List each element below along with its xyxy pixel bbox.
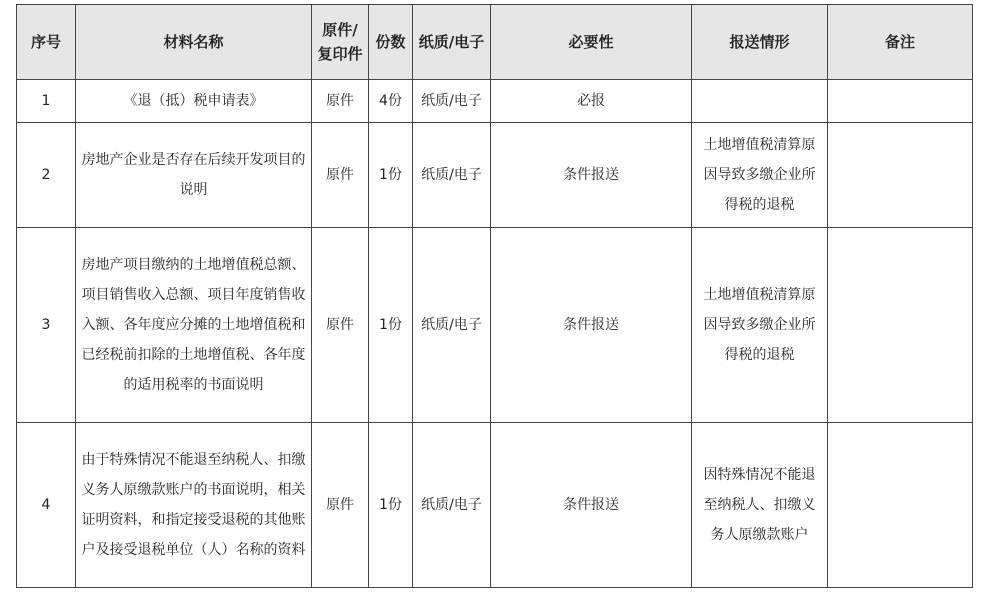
cell-format: 纸质/电子 [413,123,491,228]
cell-type: 原件 [312,123,369,228]
table-row [17,123,973,228]
cell-type: 原件 [312,228,369,423]
cell-seq: 4 [17,423,76,588]
cell-situation: 土地增值税清算原因导致多缴企业所得税的退税 [692,228,828,423]
header-type: 原件/复印件 [312,5,369,80]
cell-copies: 1份 [369,423,413,588]
header-necessity: 必要性 [491,5,692,80]
table-row [17,80,973,123]
cell-name: 房地产企业是否存在后续开发项目的说明 [76,123,312,228]
header-format: 纸质/电子 [413,5,491,80]
cell-name: 《退（抵）税申请表》 [76,80,312,123]
cell-name: 房地产项目缴纳的土地增值税总额、项目销售收入总额、项目年度销售收入额、各年度应分摊的土地增值税和已经税前扣除的土地增值税、各年度的适用税率的书面说明 [76,228,312,423]
materials-table-container [16,4,972,588]
header-remark: 备注 [828,5,973,80]
cell-situation [692,80,828,123]
cell-type: 原件 [312,423,369,588]
table-row [17,228,973,423]
cell-format: 纸质/电子 [413,423,491,588]
cell-type: 原件 [312,80,369,123]
materials-table [16,4,973,588]
cell-format: 纸质/电子 [413,228,491,423]
cell-name: 由于特殊情况不能退至纳税人、扣缴义务人原缴款账户的书面说明，相关证明资料，和指定接受退税的其他账户及接受退税单位（人）名称的资料 [76,423,312,588]
cell-situation: 土地增值税清算原因导致多缴企业所得税的退税 [692,123,828,228]
cell-seq: 1 [17,80,76,123]
header-copies: 份数 [369,5,413,80]
header-situation: 报送情形 [692,5,828,80]
cell-remark [828,80,973,123]
cell-remark [828,123,973,228]
cell-format: 纸质/电子 [413,80,491,123]
cell-necessity: 条件报送 [491,228,692,423]
cell-copies: 1份 [369,123,413,228]
cell-necessity: 条件报送 [491,423,692,588]
cell-copies: 4份 [369,80,413,123]
header-name: 材料名称 [76,5,312,80]
table-row [17,423,973,588]
cell-necessity: 必报 [491,80,692,123]
cell-remark [828,423,973,588]
cell-necessity: 条件报送 [491,123,692,228]
cell-seq: 3 [17,228,76,423]
cell-seq: 2 [17,123,76,228]
table-header-row [17,5,973,80]
header-seq: 序号 [17,5,76,80]
cell-situation: 因特殊情况不能退至纳税人、扣缴义务人原缴款账户 [692,423,828,588]
cell-copies: 1份 [369,228,413,423]
cell-remark [828,228,973,423]
